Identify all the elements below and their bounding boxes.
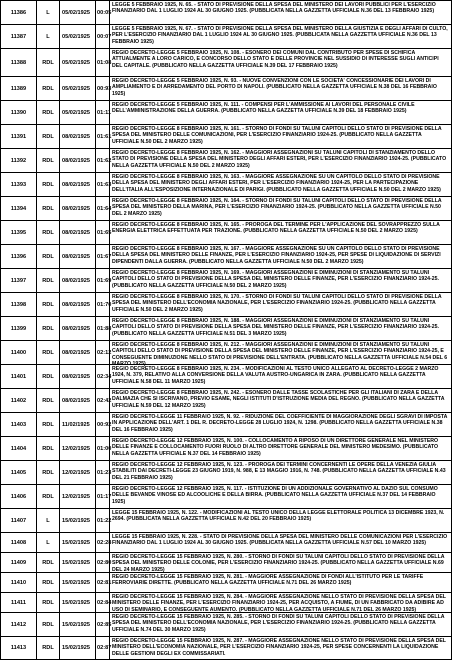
row-number-cell: 11387 (0, 25, 36, 48)
act-date-cell: 15/02/1925 (59, 637, 95, 659)
table-row (0, 316, 452, 340)
row-number-cell: 11394 (0, 197, 36, 220)
row-number-cell: 11404 (0, 437, 36, 460)
act-type-cell: L (36, 509, 59, 532)
act-code-cell: 02:42 (95, 389, 109, 412)
table-row (0, 412, 452, 436)
row-number-cell: 11396 (0, 245, 36, 268)
act-code-cell: 01:64 (95, 197, 109, 220)
act-type-cell: L (36, 25, 59, 48)
act-description-cell: REGIO DECRETO-LEGGE 8 FEBBRAIO 1925, N. 163. - MAGGIORE ASSEGNAZIONE SU UN CAPITOLO DELLO STATO DI PREVISIONE DELLA SPESA DEL MINISTERO DEGLI AFFARI ESTERI, PER L'ESERCIZIO FINANZIARIO 1924-25, PER LA PARTECIPAZIONE DELL'ITALIA ALL'ESPOSIZIONE INTERNAZIONALE DI PARIGI. (PUBBLICATO NELLA GAZZETTA UFFICIALE N.50 DEL 2 MARZO 1925) (109, 173, 452, 196)
act-type-cell: RDL (36, 101, 59, 124)
row-number-cell: 11407 (0, 509, 36, 532)
act-description-cell: REGIO DECRETO-LEGGE 8 FEBBRAIO 1925, N. 212. - MAGGIORI ASSEGNAZIONI E DIMINUZIONI DI STANZIAMENTO SU TALUNI CAPITOLI DELLO STATO DI PREVISIONE DELLA SPESA DEL MINISTERO DELLE FINANZE, PER L'ESERCIZIO FINANZIARIO 1924-25, E CONSEGUENTE DIMINUZIONE NELLO STATO DI PREVISIONE DELL'ENTRATA. (PUBBLICATO NELLA GAZZETTA UFFICIALE N.54 DEL 6 MARZO 1925) (109, 341, 452, 364)
act-type-cell: RDL (36, 269, 59, 292)
row-number-cell: 11390 (0, 101, 36, 124)
act-date-cell: 15/02/1925 (59, 613, 95, 636)
table-row (0, 340, 452, 368)
table-row (0, 292, 452, 316)
act-date-cell: 08/02/1925 (59, 269, 95, 292)
act-description-cell: REGIO DECRETO-LEGGE 15 FEBBRAIO 1925, N. 287. - MAGGIORE ASSEGNAZIONE NELLO STATO DI PREVISIONE DELLA SPESA DEL MINISTERO DELL'ECONOMIA NAZIONALE, PER L'ESERCIZIO FINANZIARIO 1924-25, PER SPESE CONCERNENTI LA LIQUIDAZIONE DELLE GESTIONI DEGLI EX COMMISSARIATI. (109, 637, 452, 659)
act-code-cell: 02:85 (95, 613, 109, 636)
act-type-cell: L (36, 533, 59, 552)
act-type-cell: RDL (36, 341, 59, 364)
act-type-cell: RDL (36, 317, 59, 340)
act-type-cell: L (36, 1, 59, 24)
act-type-cell: RDL (36, 553, 59, 572)
act-type-cell: RDL (36, 221, 59, 244)
act-date-cell: 15/02/1925 (59, 573, 95, 592)
table-row (0, 532, 452, 552)
row-number-cell: 11410 (0, 573, 36, 592)
act-code-cell: 02:12 (95, 341, 109, 364)
table-row (0, 268, 452, 292)
row-number-cell: 11400 (0, 341, 36, 364)
row-number-cell: 11395 (0, 221, 36, 244)
act-description-cell: LEGGE 15 FEBBRAIO 1925, N. 228. - STATO DI PREVISIONE DELLA SPESA DEL MINISTERO DELLE COMUNICAZIONI PER L'ESERCIZIO FINANZIARIO DAL 1 LUGLIO 1924 AL 30 GIUGNO 1925. (PUBBLICATA NELLA GAZZETTA UFFICIALE N.57 DEL 10 MARZO 1925) (109, 533, 452, 552)
act-description-cell: REGIO DECRETO-LEGGE 12 FEBBRAIO 1925, N. 100. - COLLOCAMENTO A RIPOSO DI UN DIRETTORE GENERALE NEL MINISTERO DELLE FINANZE E COLLOCAMENTO FUORI RUOLO DI ALTRO DIRETTORE GENERALE DEL MINISTERO MEDESIMO. (PUBBLICATO NELLA GAZZETTA UFFICIALE N.37 DEL 14 FEBBRAIO 1925) (109, 437, 452, 460)
act-type-cell: RDL (36, 613, 59, 636)
act-description-cell: REGIO DECRETO-LEGGE 8 FEBBRAIO 1925, N. 165. - PROROGA DEL TERMINE PER L'APPLICAZIONE DEL SOVRAPPREZZO SULLA ENERGIA ELETTRICA EFFETTUATA PER TRAZIONE. (PUBBLICATO NELLA GAZZETTA UFFICIALE N.50 DEL 2 MARZO 1925) (109, 221, 452, 244)
act-code-cell: 00:07 (95, 25, 109, 48)
row-number-cell: 11408 (0, 533, 36, 552)
act-date-cell: 15/02/1925 (59, 509, 95, 532)
row-number-cell: 11389 (0, 77, 36, 100)
act-date-cell: 08/02/1925 (59, 197, 95, 220)
table-row (0, 220, 452, 244)
act-description-cell: REGIO DECRETO-LEGGE 8 FEBBRAIO 1925, N. 161. - STORNO DI FONDI SU TALUNI CAPITOLI DELLO STATO DI PREVISIONE DELLA SPESA DEL MINISTERO DELLE COMUNICAZIONI, PER L'ESERCIZIO FINANZIARIO 1924-25. (PUBBLICATO NELLA GAZZETTA UFFICIALE N.50 DEL 2 MARZO 1925) (109, 125, 452, 148)
act-date-cell: 12/02/1925 (59, 461, 95, 484)
act-code-cell: 01:70 (95, 293, 109, 316)
act-description-cell: REGIO DECRETO-LEGGE 8 FEBBRAIO 1925, N. 164. - STORNO DI FONDI SU TALUNI CAPITOLI DELLO STATO DI PREVISIONE DELLA SPESA DEL MINISTERO DELLA MARINA, PER L'ESERCIZIO FINANZIARIO 1924-25. (PUBBLICATO NELLA GAZZETTA UFFICIALE N.50 DEL 2 MARZO 1925) (109, 197, 452, 220)
act-type-cell: RDL (36, 149, 59, 172)
act-date-cell: 08/02/1925 (59, 173, 95, 196)
act-code-cell: 01:88 (95, 317, 109, 340)
act-description-cell: REGIO DECRETO-LEGGE 8 FEBBRAIO 1925, N. 167. - MAGGIORE ASSEGNAZIONE SU UN CAPITOLO DELLO STATO DI PREVISIONE DELLA SPESA DEL MINISTERO DELLE FINANZE, PER L'ESERCIZIO FINANZIARIO 1924-25, PER SPESE DI LIQUIDAZIONE DI SERVIZI DIPENDENTI DALLA GUERRA. (PUBBLICATO NELLA GAZZETTA UFFICIALE N.50 DEL 2 MARZO 1925) (109, 245, 452, 268)
act-code-cell: 01:67 (95, 245, 109, 268)
table-row (0, 460, 452, 484)
act-date-cell: 15/02/1925 (59, 533, 95, 552)
act-code-cell: 01:00 (95, 437, 109, 460)
act-date-cell: 08/02/1925 (59, 125, 95, 148)
act-type-cell: RDL (36, 365, 59, 388)
act-description-cell: REGIO DECRETO-LEGGE 12 FEBBRAIO 1925, N. 123. - PROROGA DEI TERMINI CONCERNENTI LE OPERE DELLA VENEZIA GIULIA STABILITI DAI DECRETI-LEGGE 23 GIUGNO 1919, N. 988, E 13 MAGGIO 1916, N. 748. (PUBBLICATO NELLA GAZZETTA UFFICIALE N.43 DEL 21 FEBBRAIO 1925) (109, 461, 452, 484)
act-description-cell: REGIO DECRETO-LEGGE 8 FEBBRAIO 1925, N. 234. - MODIFICAZIONI AL TESTO UNICO ALLEGATO AL DECRETO-LEGGE 2 MARZO 1924, N. 379, RELATIVO ALLA CONVERSIONE DELLA VALUTA AUSTRO-UNGARICA IN ZARA. (PUBBLICATO NELLA GAZZETTA UFFICIALE N.58 DEL 11 MARZO 1925) (109, 365, 452, 388)
act-date-cell: 05/02/1925 (59, 25, 95, 48)
act-description-cell: REGIO DECRETO-LEGGE 5 FEBBRAIO 1925, N. 111. - COMPENSI PER L'AMMISSIONE AI LAVORI DEL PERSONALE CIVILE DELL'AMMINISTRAZIONE DELLA GUERRA. (PUBBLICATO NELLA GAZZETTA UFFICIALE N.39 DEL 18 FEBBRAIO 1925) (109, 101, 452, 124)
row-number-cell: 11412 (0, 613, 36, 636)
act-type-cell: RDL (36, 197, 59, 220)
act-date-cell: 15/02/1925 (59, 553, 95, 572)
act-type-cell: RDL (36, 245, 59, 268)
act-type-cell: RDL (36, 461, 59, 484)
act-type-cell: RDL (36, 77, 59, 100)
table-row (0, 552, 452, 572)
act-date-cell: 05/02/1925 (59, 101, 95, 124)
table-row (0, 0, 452, 24)
act-type-cell: RDL (36, 389, 59, 412)
act-date-cell: 05/02/1925 (59, 1, 95, 24)
table-row (0, 364, 452, 388)
act-code-cell: 02:84 (95, 593, 109, 612)
act-code-cell: 02:80 (95, 553, 109, 572)
row-number-cell: 11401 (0, 365, 36, 388)
act-date-cell: 08/02/1925 (59, 317, 95, 340)
table-row (0, 592, 452, 612)
act-code-cell: 01:17 (95, 485, 109, 508)
row-number-cell: 11399 (0, 317, 36, 340)
act-code-cell: 01:62 (95, 149, 109, 172)
act-description-cell: REGIO DECRETO-LEGGE 5 FEBBRAIO 1925, N. 108. - ESONERO DEI COMUNI DAL CONTRIBUTO PER SPESE DI SCHIFICA ATTUALMENTE A LORO CARICO, E CONCORSO DELLO STATO E DELLE PROVINCIE NEL SUSSIDIO DI INTERESSE SUGLI ANTICIPI DEL CAPITALE. (PUBBLICATO NELLA GAZZETTA UFFICIALE N.39 DEL 17 FEBBRAIO 1925) (109, 49, 452, 76)
row-number-cell: 11393 (0, 173, 36, 196)
table-row (0, 244, 452, 268)
act-description-cell: REGIO DECRETO-LEGGE 8 FEBBRAIO 1925, N. 169. - MAGGIORI ASSEGNAZIONI E DIMINUZIONI DI STANZIAMENTO SU TALUNI CAPITOLI DELLO STATO DI PREVISIONE DELLA SPESA DEL MINISTERO DELLE FINANZE, PER L'ESERCIZIO FINANZIARIO 1924-25. (PUBBLICATO NELLA GAZZETTA UFFICIALE N.50 DEL 2 MARZO 1925) (109, 269, 452, 292)
row-number-cell: 11413 (0, 637, 36, 659)
act-type-cell: RDL (36, 593, 59, 612)
row-number-cell: 11391 (0, 125, 36, 148)
act-description-cell: LEGGE 5 FEBBRAIO 1925, N. 67. - STATO DI PREVISIONE DELLA SPESA DEL MINISTERO DELLA GIUSTIZIA E DEGLI AFFARI DI CULTO, PER L'ESERCIZIO FINANZIARIO DAL 1 LUGLIO 1924 AL 30 GIUGNO 1925. (PUBBLICATA NELLA GAZZETTA UFFICIALE N.36 DEL 13 FEBBRAIO 1925) (109, 25, 452, 48)
act-code-cell: 02:28 (95, 533, 109, 552)
act-code-cell: 01:65 (95, 221, 109, 244)
act-date-cell: 05/02/1925 (59, 49, 95, 76)
table-row (0, 24, 452, 48)
table-row (0, 388, 452, 412)
act-description-cell: REGIO DECRETO-LEGGE 8 FEBBRAIO 1925, N. 242. - ESONERO DALLE TASSE SCOLASTICHE PER GLI ITALIANI DI ZARA E DELLA DALMAZIA CHE SI ISCRIVANO, PREVIO ESAME, NEGLI ISTITUTI D'ISTRUZIONE MEDIA DEL REGNO. (PUBBLICATO NELLA GAZZETTA UFFICIALE N.59 DEL 12 MARZO 1925) (109, 389, 452, 412)
act-date-cell: 15/02/1925 (59, 593, 95, 612)
act-date-cell: 05/02/1925 (59, 77, 95, 100)
act-date-cell: 08/02/1925 (59, 245, 95, 268)
table-row (0, 196, 452, 220)
act-description-cell: REGIO DECRETO-LEGGE 15 FEBBRAIO 1925, N. 281. - MAGGIORE ASSEGNAZIONE DI FONDI ALL'ISTITUTO PER LE TARIFFE FERROVIARIE DIRETTE. (PUBBLICATO NELLA GAZZETTA UFFICIALE N.71 DEL 26 MARZO 1925) (109, 573, 452, 592)
row-number-cell: 11403 (0, 413, 36, 436)
table-row (0, 148, 452, 172)
act-description-cell: LEGGE 5 FEBBRAIO 1925, N. 65. - STATO DI PREVISIONE DELLA SPESA DEL MINISTERO DEI LAVORI PUBBLICI PER L'ESERCIZIO FINANZIARIO DAL 1 LUGLIO 1924 AL 30 GIUGNO 1925. (PUBBLICATA NELLA GAZZETTA UFFICIALE N.36 DEL 13 FEBBRAIO 1925) (109, 1, 452, 24)
row-number-cell: 11411 (0, 593, 36, 612)
table-row (0, 76, 452, 100)
act-date-cell: 08/02/1925 (59, 221, 95, 244)
act-code-cell: 00:05 (95, 1, 109, 24)
act-description-cell: REGIO DECRETO-LEGGE 11 FEBBRAIO 1925, N. 92. - RIDUZIONE DEL COEFFICIENTE DI MAGGIORAZIONE DEGLI SGRAVI DI IMPOSTA IN APPLICAZIONE DELL'ART. 1 DEL R. DECRETO-LEGGE 28 LUGLIO 1924, N. 1298. (PUBBLICATO NELLA GAZZETTA UFFICIALE N.38 DEL 16 FEBBRAIO 1925) (109, 413, 452, 436)
act-date-cell: 08/02/1925 (59, 293, 95, 316)
act-date-cell: 12/02/1925 (59, 485, 95, 508)
act-code-cell: 01:11 (95, 101, 109, 124)
act-code-cell: 00:93 (95, 77, 109, 100)
act-type-cell: RDL (36, 437, 59, 460)
row-number-cell: 11388 (0, 49, 36, 76)
row-number-cell: 11406 (0, 485, 36, 508)
act-description-cell: REGIO DECRETO-LEGGE 12 FEBBRAIO 1925, N. 117. - ISTITUZIONE DI UN ADDIZIONALE GOVERNATIVO AL DAZIO SUL CONSUMO DELLE BEVANDE VINOSE ED ALCOOLICHE E DELLA BIRRA. (PUBBLICATO NELLA GAZZETTA UFFICIALE N.37 DEL 14 FEBBRAIO 1925) (109, 485, 452, 508)
act-date-cell: 08/02/1925 (59, 389, 95, 412)
table-row (0, 636, 452, 660)
table-row (0, 572, 452, 592)
act-type-cell: RDL (36, 573, 59, 592)
act-type-cell: RDL (36, 637, 59, 659)
act-date-cell: 08/02/1925 (59, 149, 95, 172)
act-date-cell: 12/02/1925 (59, 437, 95, 460)
row-number-cell: 11392 (0, 149, 36, 172)
row-number-cell: 11409 (0, 553, 36, 572)
table-row (0, 48, 452, 76)
act-date-cell: 08/02/1925 (59, 341, 95, 364)
act-description-cell: LEGGE 15 FEBBRAIO 1925, N. 122. - MODIFICAZIONI AL TESTO UNICO DELLA LEGGE ELETTORALE POLITICA 13 DICEMBRE 1923, N. 2694. (PUBBLICATA NELLA GAZZETTA UFFICIALE N.42 DEL 20 FEBBRAIO 1925) (109, 509, 452, 532)
act-code-cell: 02:81 (95, 573, 109, 592)
table-row (0, 124, 452, 148)
act-code-cell: 01:61 (95, 125, 109, 148)
act-type-cell: RDL (36, 293, 59, 316)
act-date-cell: 11/02/1925 (59, 413, 95, 436)
row-number-cell: 11398 (0, 293, 36, 316)
act-code-cell: 01:08 (95, 49, 109, 76)
act-description-cell: REGIO DECRETO-LEGGE 5 FEBBRAIO 1925, N. 93. - NUOVE CONVENZIONI CON LE SOCIETA' CONCESSIONARIE DEI LAVORI DI AMPLIAMENTO E DI ARREDAMENTO DEL PORTO DI NAPOLI. (PUBBLICATO NELLA GAZZETTA UFFICIALE N.38 DEL 16 FEBBRAIO 1925) (109, 77, 452, 100)
row-number-cell: 11397 (0, 269, 36, 292)
table-row (0, 508, 452, 532)
act-description-cell: REGIO DECRETO-LEGGE 15 FEBBRAIO 1925, N. 285. - STORNO DI FONDI SU TALUNI CAPITOLI DELLO STATO DI PREVISIONE DELLA SPESA DEL MINISTERO DELL'ECONOMIA NAZIONALE, PER L'ESERCIZIO FINANZIARIO 1924-25. (PUBBLICATO NELLA GAZZETTA UFFICIALE N.74 DEL 30 MARZO 1925) (109, 613, 452, 636)
act-code-cell: 02:87 (95, 637, 109, 659)
act-description-cell: REGIO DECRETO-LEGGE 15 FEBBRAIO 1925, N. 280. - STORNO DI FONDI SU TALUNI CAPITOLI DELLO STATO DI PREVISIONE DELLA SPESA DEL MINISTERO DELLE COLONIE, PER L'ESERCIZIO FINANZIARIO 1924-25. (PUBBLICATO NELLA GAZZETTA UFFICIALE N.69 DEL 24 MARZO 1925) (109, 553, 452, 572)
act-code-cell: 01:63 (95, 173, 109, 196)
act-type-cell: RDL (36, 485, 59, 508)
table-row (0, 100, 452, 124)
act-code-cell: 00:92 (95, 413, 109, 436)
table-row (0, 436, 452, 460)
act-description-cell: REGIO DECRETO-LEGGE 8 FEBBRAIO 1925, N. 162. - MAGGIORI ASSEGNAZIONI SU TALUNI CAPITOLI DI STANZIAMENTO DELLO STATO DI PREVISIONE DELLA SPESA DEL MINISTERO DEGLI AFFARI ESTERI, PER L'ESERCIZIO FINANZIARIO 1924-25. (PUBBLICATO NELLA GAZZETTA UFFICIALE N.50 DEL 2 MARZO 1925) (109, 149, 452, 172)
act-description-cell: REGIO DECRETO-LEGGE 8 FEBBRAIO 1925, N. 170. - STORNO DI FONDI SU TALUNI CAPITOLI DELLO STATO DI PREVISIONE DELLA SPESA DEL MINISTERO DELL'ECONOMIA NAZIONALE, PER L'ESERCIZIO FINANZIARIO 1924-25. (PUBBLICATO NELLA GAZZETTA UFFICIALE N.50 DEL 2 MARZO 1925) (109, 293, 452, 316)
act-type-cell: RDL (36, 125, 59, 148)
act-type-cell: RDL (36, 49, 59, 76)
row-number-cell: 11386 (0, 1, 36, 24)
table-row (0, 172, 452, 196)
act-description-cell: REGIO DECRETO-LEGGE 15 FEBBRAIO 1925, N. 284. - MAGGIORE ASSEGNAZIONE NELLO STATO DI PREVISIONE DELLA SPESA DEL MINISTERO DELLE FINANZE, PER L'ESERCIZIO FINANZIARIO 1924-25, PER ACQUISTO, A FIUME, DI UN FABBRICATO DA ADIBIRE AD USO DI SEMINARIO, E CONSEGUENTE AUMENTO. (PUBBLICATO NELLA GAZZETTA UFFICIALE N.71 DEL 26 MARZO 1925) (109, 593, 452, 612)
table-row (0, 612, 452, 636)
act-type-cell: RDL (36, 413, 59, 436)
act-code-cell: 01:23 (95, 461, 109, 484)
act-code-cell: 01:69 (95, 269, 109, 292)
act-description-cell: REGIO DECRETO-LEGGE 8 FEBBRAIO 1925, N. 188. - MAGGIORI ASSEGNAZIONI E DIMINUZIONI DI STANZIAMENTO SU TALUNI CAPITOLI DELLO STATO DI PREVISIONE DELLA SPESA DEL MINISTERO DELLE FINANZE, PER L'ESERCIZIO FINANZIARIO 1924-25. (PUBBLICATO NELLA GAZZETTA UFFICIALE N.51 DEL 3 MARZO 1925) (109, 317, 452, 340)
act-code-cell: 02:34 (95, 365, 109, 388)
table-row (0, 484, 452, 508)
row-number-cell: 11402 (0, 389, 36, 412)
act-code-cell: 01:22 (95, 509, 109, 532)
row-number-cell: 11405 (0, 461, 36, 484)
act-date-cell: 08/02/1925 (59, 365, 95, 388)
act-type-cell: RDL (36, 173, 59, 196)
